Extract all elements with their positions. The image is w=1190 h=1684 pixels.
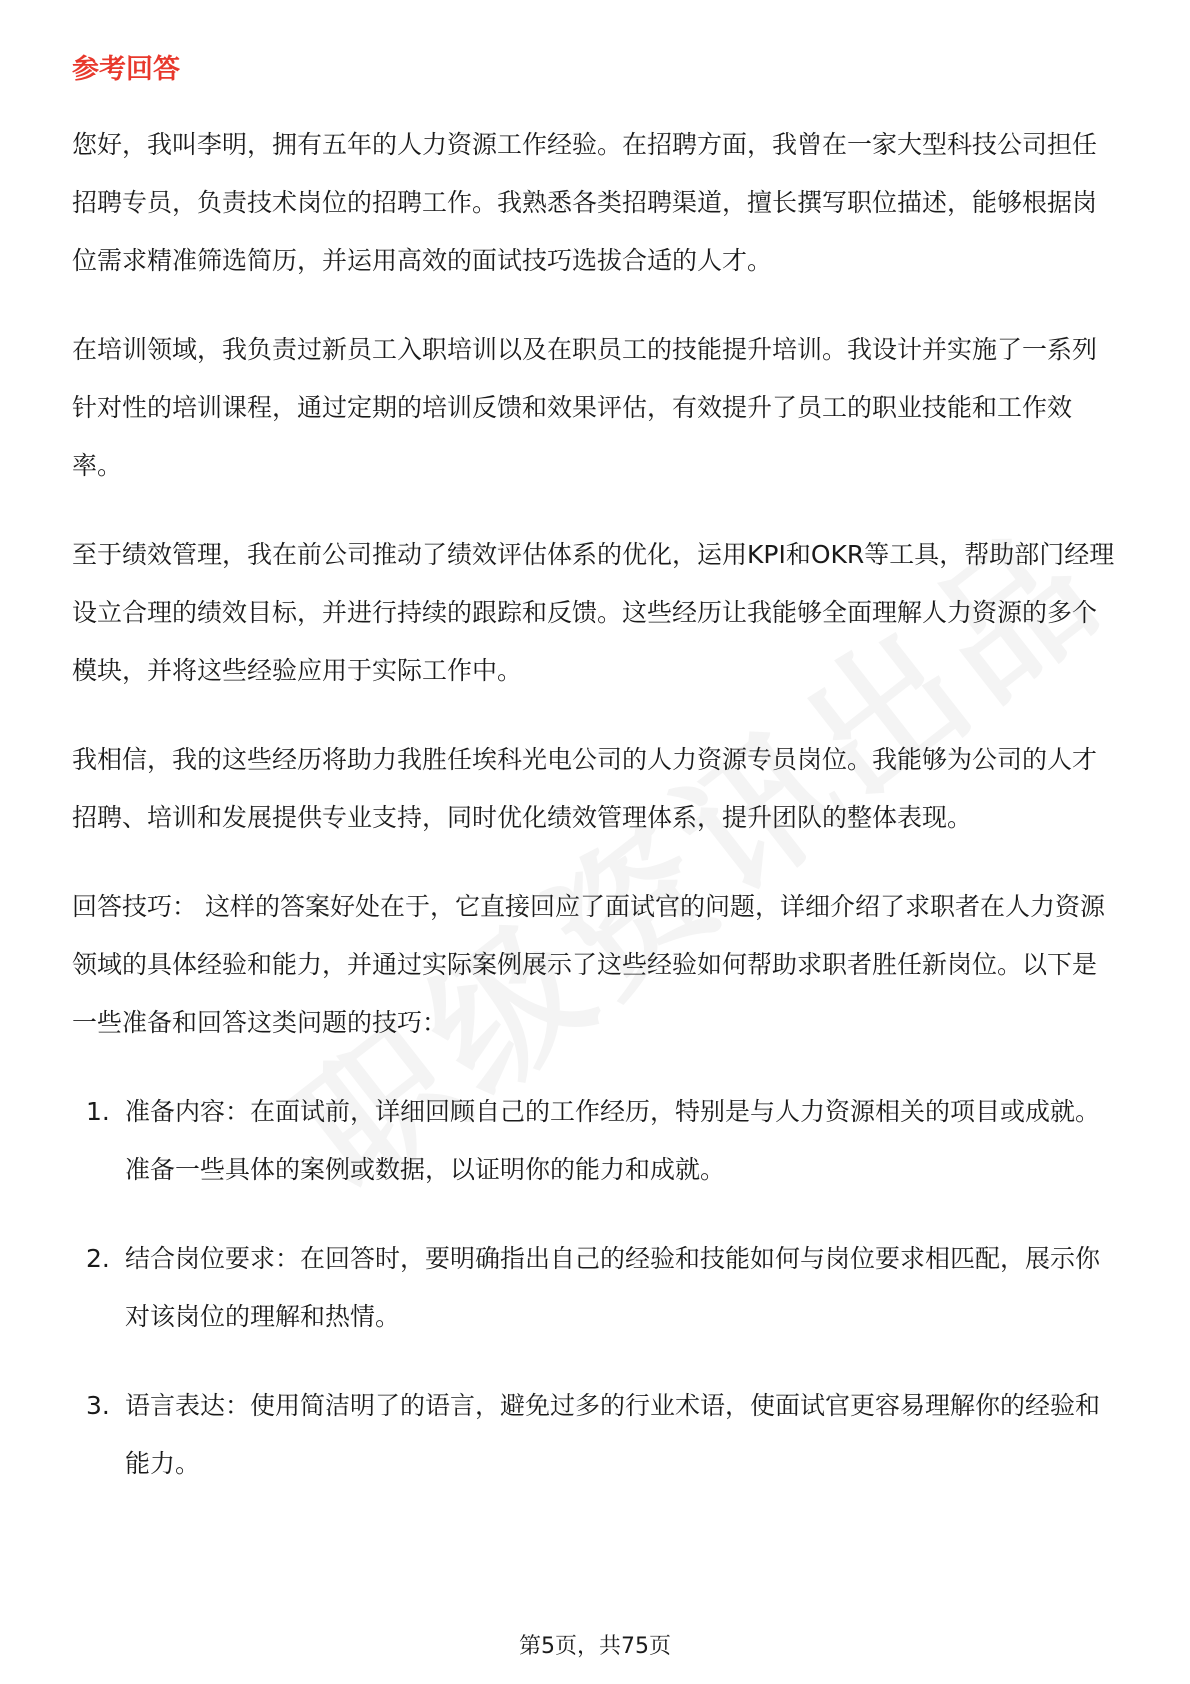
paragraph-answer-tips: 回答技巧： 这样的答案好处在于，它直接回应了面试官的问题，详细介绍了求职者在人力资源领域的具体经验和能力，并通过实际案例展示了这些经验如何帮助求职者胜任新岗位。以下是一些准备和回答这类问题的技巧： xyxy=(72,892,1105,1037)
list-item-text: 准备内容：在面试前，详细回顾自己的工作经历，特别是与人力资源相关的项目或成就。准备一些具体的案例或数据，以证明你的能力和成就。 xyxy=(125,1097,1101,1184)
section-title: 参考回答 xyxy=(72,54,180,85)
list-number: 1. xyxy=(86,1097,110,1126)
paragraph-performance: 至于绩效管理，我在前公司推动了绩效评估体系的优化，运用KPI和OKR等工具，帮助部门经理设立合理的绩效目标，并进行持续的跟踪和反馈。这些经历让我能够全面理解人力资源的多个模块，并将这些经验应用于实际工作中。 xyxy=(72,540,1115,685)
content-body xyxy=(72,116,1118,1524)
list-number: 3. xyxy=(86,1391,110,1420)
list-number: 2. xyxy=(86,1244,110,1273)
paragraph-training: 在培训领域，我负责过新员工入职培训以及在职员工的技能提升培训。我设计并实施了一系列针对性的培训课程，通过定期的培训反馈和效果评估，有效提升了员工的职业技能和工作效率。 xyxy=(72,335,1098,480)
paragraph-intro: 您好，我叫李明，拥有五年的人力资源工作经验。在招聘方面，我曾在一家大型科技公司担任招聘专员，负责技术岗位的招聘工作。我熟悉各类招聘渠道，擅长撰写职位描述，能够根据岗位需求精准筛选简历，并运用高效的面试技巧选拔合适的人才。 xyxy=(72,130,1098,275)
tips-list xyxy=(72,1083,1118,1493)
list-item xyxy=(72,1083,1118,1199)
list-item-text: 语言表达：使用简洁明了的语言，避免过多的行业术语，使面试官更容易理解你的经验和能力。 xyxy=(125,1391,1101,1478)
page-number: 第5页，共75页 xyxy=(519,1634,671,1659)
list-item-text: 结合岗位要求：在回答时，要明确指出自己的经验和技能如何与岗位要求相匹配，展示你对该岗位的理解和热情。 xyxy=(125,1244,1101,1331)
paragraph-conclusion: 我相信，我的这些经历将助力我胜任埃科光电公司的人力资源专员岗位。我能够为公司的人才招聘、培训和发展提供专业支持，同时优化绩效管理体系，提升团队的整体表现。 xyxy=(72,745,1098,832)
list-item xyxy=(72,1377,1118,1493)
list-item xyxy=(72,1230,1118,1346)
